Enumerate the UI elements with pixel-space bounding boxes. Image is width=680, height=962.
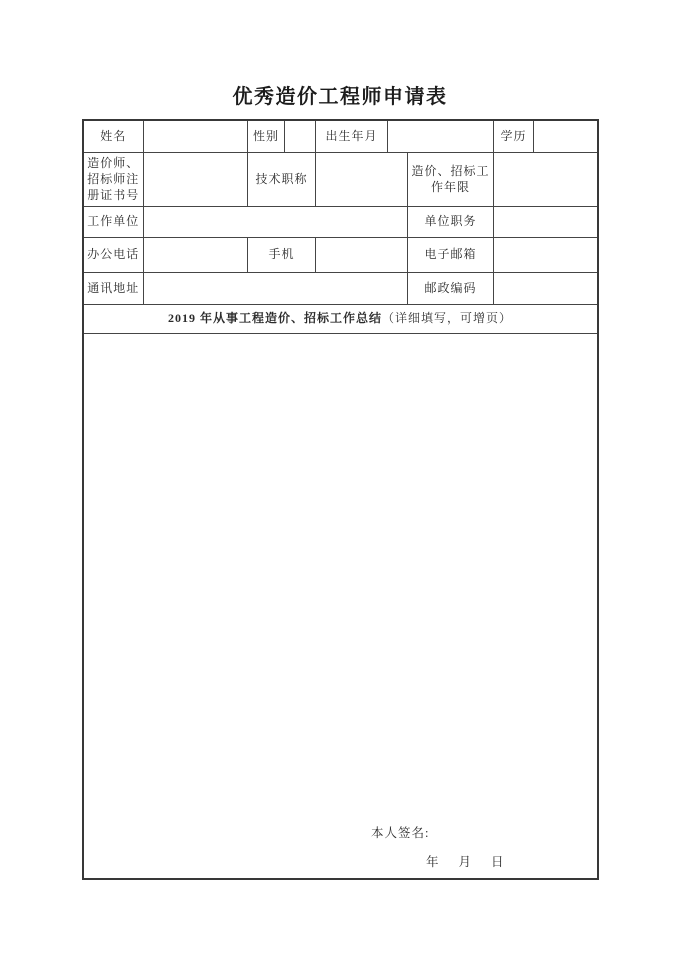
field-value-office-phone: [144, 237, 248, 272]
field-value-education: [534, 120, 598, 152]
field-label-mobile: 手机: [248, 237, 316, 272]
row-address: [83, 272, 598, 304]
signature-day-label: 日: [490, 854, 505, 869]
field-label-unit-position: 单位职务: [408, 206, 494, 237]
field-value-address: [144, 272, 408, 304]
application-form-table: [82, 119, 599, 880]
field-label-email: 电子邮箱: [408, 237, 494, 272]
row-contact-phones: [83, 237, 598, 272]
field-value-postal-code: [494, 272, 598, 304]
field-value-work-unit: [144, 206, 408, 237]
signature-label: 本人签名:: [371, 825, 430, 840]
field-label-office-phone: 办公电话: [83, 237, 144, 272]
page-title: 优秀造价工程师申请表: [232, 86, 448, 108]
field-value-cert-no: [144, 152, 248, 206]
field-label-name: 姓名: [83, 120, 144, 152]
field-label-address: 通讯地址: [83, 272, 144, 304]
field-label-cert-no: 造价师、招标师注册证书号: [83, 152, 144, 206]
signature-month-label: 月: [458, 854, 472, 869]
row-summary-area: [83, 333, 598, 879]
field-label-work-unit: 工作单位: [83, 206, 144, 237]
row-certificate-info: [83, 152, 598, 206]
field-value-mobile: [316, 237, 408, 272]
row-work-unit: [83, 206, 598, 237]
field-value-email: [494, 237, 598, 272]
row-basic-info: [83, 120, 598, 152]
field-value-name: [144, 120, 248, 152]
signature-date-line: [426, 854, 505, 871]
field-value-unit-position: [494, 206, 598, 237]
field-label-birth-date: 出生年月: [316, 120, 388, 152]
summary-section-header: [83, 304, 598, 333]
field-label-postal-code: 邮政编码: [408, 272, 494, 304]
summary-blank-area: [83, 333, 598, 879]
row-summary-header: [83, 304, 598, 333]
field-label-work-years: 造价、招标工作年限: [408, 152, 494, 206]
field-value-tech-title: [316, 152, 408, 206]
field-value-gender: [285, 120, 316, 152]
signature-year-label: 年: [425, 854, 440, 869]
field-label-tech-title: 技术职称: [248, 152, 316, 206]
field-value-birth-date: [388, 120, 494, 152]
field-label-education: 学历: [494, 120, 534, 152]
field-label-gender: 性别: [248, 120, 285, 152]
field-value-work-years: [494, 152, 598, 206]
summary-header-title: 2019 年从事工程造价、招标工作总结: [167, 311, 382, 326]
summary-header-note: （详细填写，可增页）: [382, 311, 513, 326]
